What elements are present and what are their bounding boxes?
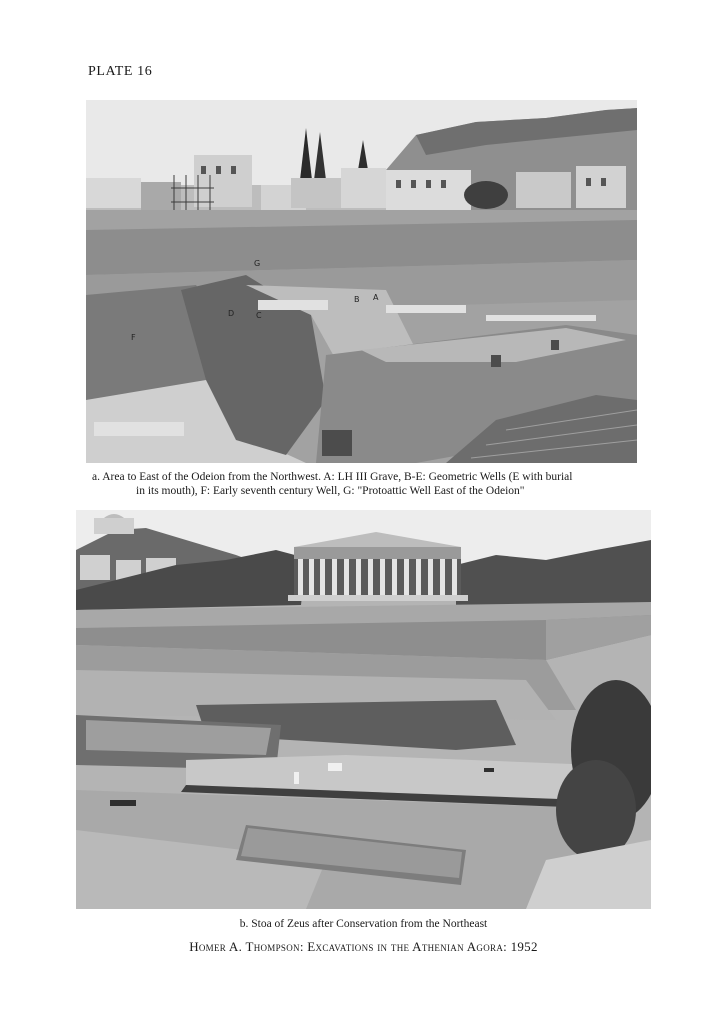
photo-excavation-odeion [86, 100, 637, 463]
running-footer: Homer A. Thompson: Excavations in the Athenian Agora: 1952 [189, 939, 538, 954]
letter-c: C [256, 311, 262, 320]
letter-a: A [373, 293, 379, 302]
caption-a [92, 470, 652, 498]
letter-d: D [228, 309, 235, 318]
letter-f: F [131, 333, 136, 342]
photo-stoa-of-zeus [76, 510, 651, 909]
caption-b: b. Stoa of Zeus after Conservation from the Northeast [239, 918, 488, 930]
letter-b: B [354, 295, 360, 304]
photo-a-image [86, 100, 637, 463]
caption-a-line2: in its mouth), F: Early seventh century Well, G: "Protoattic Well East of the Odeion" [136, 485, 525, 497]
photo-b-image [76, 510, 651, 909]
caption-a-line1: a. Area to East of the Odeion from the Northwest. A: LH III Grave, B-E: Geometric Wells (E with burial [92, 471, 573, 483]
letter-g: G [254, 259, 261, 268]
plate-label: PLATE 16 [88, 64, 153, 79]
